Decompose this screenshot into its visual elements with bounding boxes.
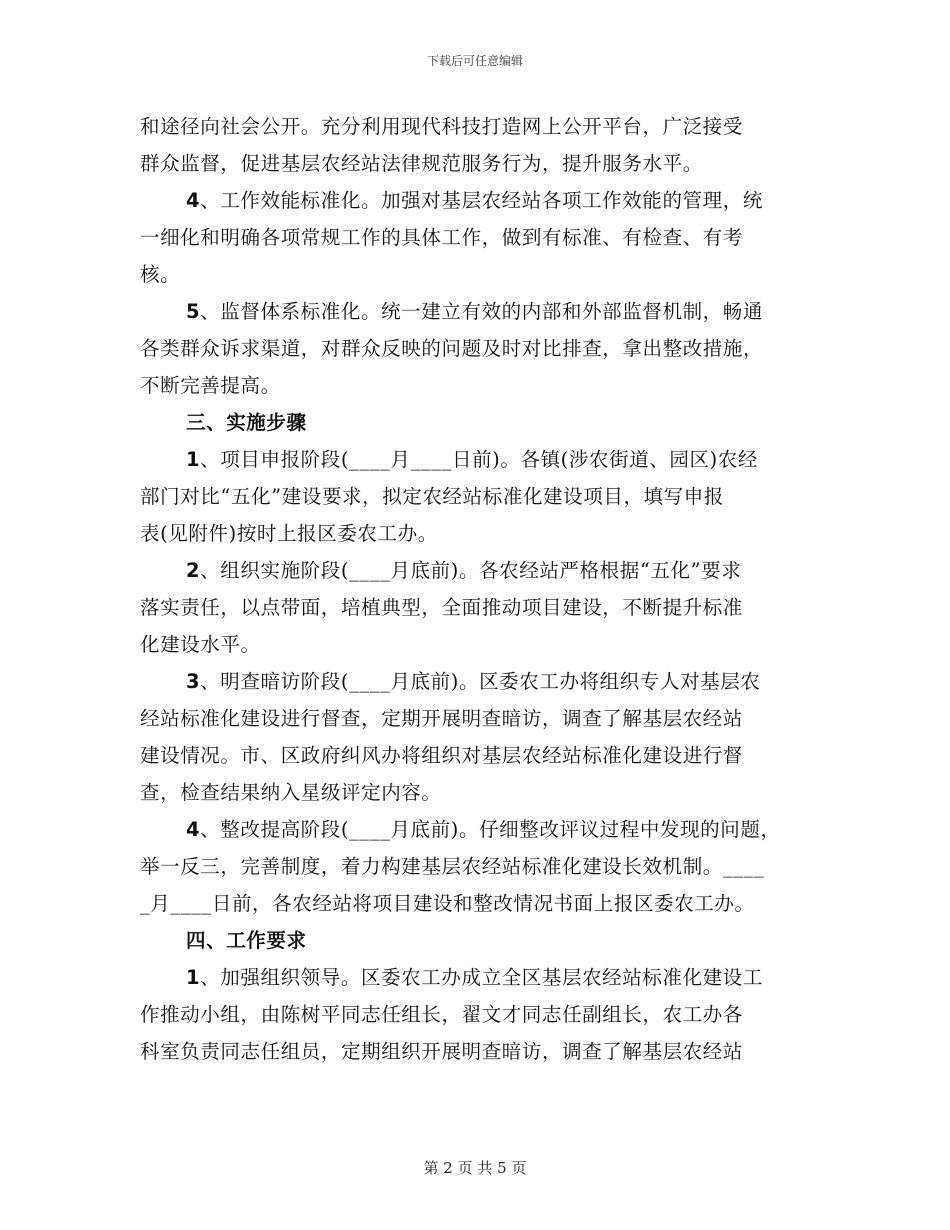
line-text: 、明查暗访阶段(____月底前)。区委农工办将组织专人对基层农 bbox=[200, 670, 761, 693]
line-text: 一细化和明确各项常规工作的具体工作，做到有标准、有检查、有考 bbox=[140, 226, 744, 249]
text-line bbox=[140, 367, 812, 404]
item-number: 3 bbox=[186, 670, 201, 693]
line-text: _月____日前，各农经站将项目建设和整改情况书面上报区委农工办。 bbox=[140, 892, 755, 915]
text-line bbox=[140, 663, 812, 700]
line-text: 不断完善提高。 bbox=[140, 374, 281, 397]
text-line bbox=[140, 1033, 812, 1070]
line-text: 、整改提高阶段(____月底前)。仔细整改评议过程中发现的问题， bbox=[200, 818, 781, 841]
text-line bbox=[140, 589, 812, 626]
text-line bbox=[140, 996, 812, 1033]
page-footer: 第 2 页 共 5 页 bbox=[423, 1159, 527, 1177]
line-text: 建设情况。市、区政府纠风办将组织对基层农经站标准化建设进行督 bbox=[140, 744, 744, 767]
line-text: 查，检查结果纳入星级评定内容。 bbox=[140, 781, 442, 804]
line-text: 作推动小组，由陈树平同志任组长，翟文才同志任副组长，农工办各 bbox=[140, 1003, 744, 1026]
line-text: 、监督体系标准化。统一建立有效的内部和外部监督机制，畅通 bbox=[200, 300, 763, 323]
item-number: 5 bbox=[186, 300, 201, 323]
text-line bbox=[140, 885, 812, 922]
item-number: 1 bbox=[186, 966, 201, 989]
text-line bbox=[140, 108, 812, 145]
line-text: 、工作效能标准化。加强对基层农经站各项工作效能的管理，统 bbox=[200, 189, 763, 212]
line-text: 、组织实施阶段(____月底前)。各农经站严格根据“五化”要求 bbox=[200, 559, 742, 582]
text-line bbox=[140, 145, 812, 182]
line-text: 经站标准化建设进行督查，定期开展明查暗访，调查了解基层农经站 bbox=[140, 707, 744, 730]
text-line bbox=[140, 478, 812, 515]
text-line bbox=[140, 552, 812, 589]
line-text: 科室负责同志任组员，定期组织开展明查暗访，调查了解基层农经站 bbox=[140, 1040, 744, 1063]
line-text: 四、工作要求 bbox=[186, 929, 307, 952]
text-line bbox=[140, 774, 812, 811]
text-line bbox=[140, 959, 812, 996]
text-line bbox=[140, 182, 812, 219]
page-header: 下载后可任意编辑 bbox=[426, 54, 523, 68]
text-line bbox=[140, 256, 812, 293]
line-text: 三、实施步骤 bbox=[186, 411, 307, 434]
line-text: 核。 bbox=[140, 263, 181, 286]
text-line bbox=[140, 737, 812, 774]
item-number: 4 bbox=[186, 818, 201, 841]
line-text: 各类群众诉求渠道，对群众反映的问题及时对比排查，拿出整改措施， bbox=[140, 337, 764, 360]
text-line bbox=[140, 848, 812, 885]
document-body bbox=[140, 108, 812, 1070]
line-text: 举一反三，完善制度，着力构建基层农经站标准化建设长效机制。____ bbox=[140, 855, 765, 878]
line-text: 表(见附件)按时上报区委农工办。 bbox=[140, 522, 438, 545]
text-line bbox=[140, 811, 812, 848]
text-line bbox=[140, 700, 812, 737]
section-heading bbox=[140, 922, 812, 959]
line-text: 和途径向社会公开。充分利用现代科技打造网上公开平台，广泛接受 bbox=[140, 115, 744, 138]
text-line bbox=[140, 626, 812, 663]
line-text: 群众监督，促进基层农经站法律规范服务行为，提升服务水平。 bbox=[140, 152, 703, 175]
text-line bbox=[140, 515, 812, 552]
line-text: 、加强组织领导。区委农工办成立全区基层农经站标准化建设工 bbox=[200, 966, 763, 989]
line-text: 落实责任，以点带面，培植典型，全面推动项目建设，不断提升标准 bbox=[140, 596, 744, 619]
item-number: 4 bbox=[186, 189, 201, 212]
line-text: 化建设水平。 bbox=[140, 633, 261, 656]
line-text: 、项目申报阶段(____月____日前)。各镇(涉农街道、园区)农经 bbox=[200, 448, 759, 471]
section-heading bbox=[140, 404, 812, 441]
item-number: 2 bbox=[186, 559, 201, 582]
item-number: 1 bbox=[186, 448, 201, 471]
text-line bbox=[140, 293, 812, 330]
text-line bbox=[140, 219, 812, 256]
text-line bbox=[140, 330, 812, 367]
text-line bbox=[140, 441, 812, 478]
line-text: 部门对比“五化”建设要求，拟定农经站标准化建设项目，填写申报 bbox=[140, 485, 724, 508]
